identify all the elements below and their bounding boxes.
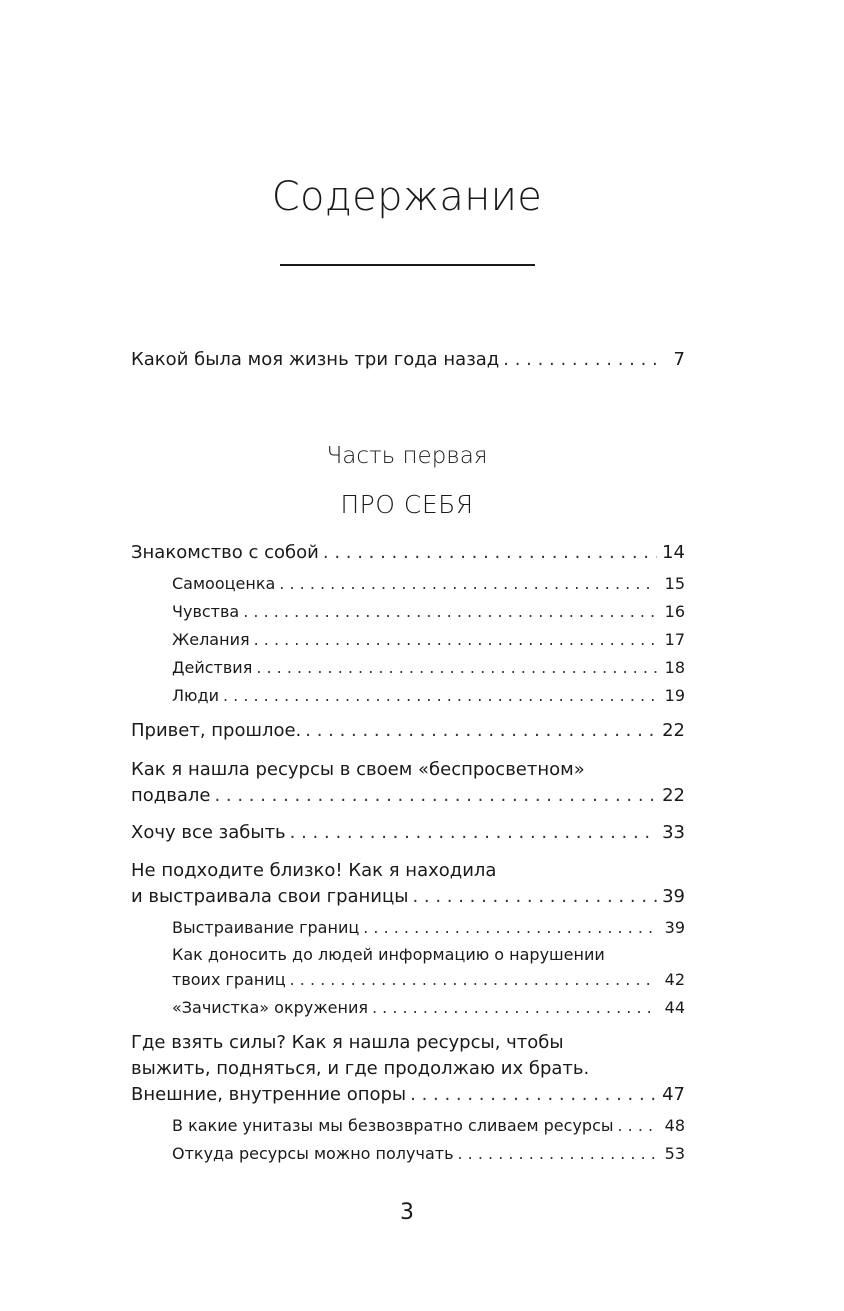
toc-page-number: 19 [664, 686, 685, 705]
dot-leader [223, 686, 657, 705]
toc-entry-label: Откуда ресурсы можно получать [172, 1144, 454, 1163]
dot-leader [279, 574, 657, 593]
toc-page-number: 22 [662, 720, 685, 741]
dot-leader [305, 720, 657, 741]
toc-entry-line: выжить, подняться, и где продолжаю их брать. [131, 1058, 590, 1079]
toc-entry-label: твоих границ [172, 970, 286, 989]
toc-page-number: 16 [664, 602, 685, 621]
toc-entry-label: Действия [172, 658, 253, 677]
toc-entry-label: В какие унитазы мы безвозвратно сливаем ресурсы [172, 1116, 614, 1135]
toc-entry-label: Хочу все забыть [131, 822, 286, 843]
toc-subentry-line: Как доносить до людей информацию о нарушении [172, 945, 605, 964]
dot-leader [410, 1084, 657, 1105]
toc-page-number: 14 [662, 542, 685, 563]
toc-entry-label: «Зачистка» окружения [172, 998, 368, 1017]
toc-page-number: 18 [664, 658, 685, 677]
dot-leader [243, 602, 657, 621]
toc-subentry [172, 918, 685, 937]
page-number-footer: 3 [400, 1200, 414, 1225]
dot-leader [290, 822, 657, 843]
toc-subentry [172, 970, 685, 989]
toc-page-number: 44 [664, 998, 685, 1017]
toc-entry [131, 542, 685, 563]
dot-leader [372, 998, 657, 1017]
toc-subentry [172, 574, 685, 593]
toc-entry-label: Желания [172, 630, 250, 649]
toc-entry [131, 822, 685, 843]
toc-entry-intro [131, 349, 685, 370]
dot-leader [290, 970, 657, 989]
toc-entry-label: и выстраивала свои границы [131, 886, 409, 907]
toc-page-number: 42 [664, 970, 685, 989]
title-underline [280, 264, 535, 266]
toc-page-number: 15 [664, 574, 685, 593]
toc-entry-label: Выстраивание границ [172, 918, 360, 937]
toc-page-number: 33 [662, 822, 685, 843]
dot-leader [254, 630, 657, 649]
dot-leader [458, 1144, 658, 1163]
toc-entry-label: Самооценка [172, 574, 276, 593]
part-label: Часть первая [326, 443, 488, 469]
toc-entry-line: Не подходите близко! Как я находила [131, 860, 497, 881]
toc-entry-label: Привет, прошлое. [131, 720, 302, 741]
toc-entry-label: Люди [172, 686, 219, 705]
toc-entry [131, 886, 685, 907]
toc-subentry [172, 998, 685, 1017]
toc-page-number: 39 [662, 886, 685, 907]
toc-entry-label: Знакомство с собой [131, 542, 319, 563]
toc-subentry [172, 1116, 685, 1135]
toc-page-number: 39 [664, 918, 685, 937]
part-title: ПРО СЕБЯ [340, 490, 474, 519]
toc-entry-line: Как я нашла ресурсы в своем «беспросветном» [131, 759, 585, 780]
toc-subentry [172, 1144, 685, 1163]
toc-subentry [172, 686, 685, 705]
dot-leader [256, 658, 657, 677]
toc-entry [131, 720, 685, 741]
toc-entry-label: подвале [131, 785, 211, 806]
toc-entry-label: Какой была моя жизнь три года назад [131, 349, 500, 370]
toc-page-number: 17 [664, 630, 685, 649]
toc-page-number: 48 [664, 1116, 685, 1135]
dot-leader [363, 918, 657, 937]
toc-entry [131, 785, 685, 806]
toc-page-number: 53 [664, 1144, 685, 1163]
dot-leader [618, 1116, 658, 1135]
toc-entry [131, 1084, 685, 1105]
dot-leader [503, 349, 657, 370]
dot-leader [214, 785, 657, 806]
toc-subentry [172, 602, 685, 621]
page-title: Содержание [271, 174, 543, 220]
toc-subentry [172, 658, 685, 677]
dot-leader [323, 542, 657, 563]
dot-leader [412, 886, 657, 907]
toc-subentry [172, 630, 685, 649]
toc-entry-line: Где взять силы? Как я нашла ресурсы, чтобы [131, 1032, 564, 1053]
toc-page-number: 7 [673, 349, 685, 370]
toc-entry-label: Чувства [172, 602, 240, 621]
toc-page-number: 22 [662, 785, 685, 806]
toc-page-number: 47 [662, 1084, 685, 1105]
toc-entry-label: Внешние, внутренние опоры [131, 1084, 407, 1105]
